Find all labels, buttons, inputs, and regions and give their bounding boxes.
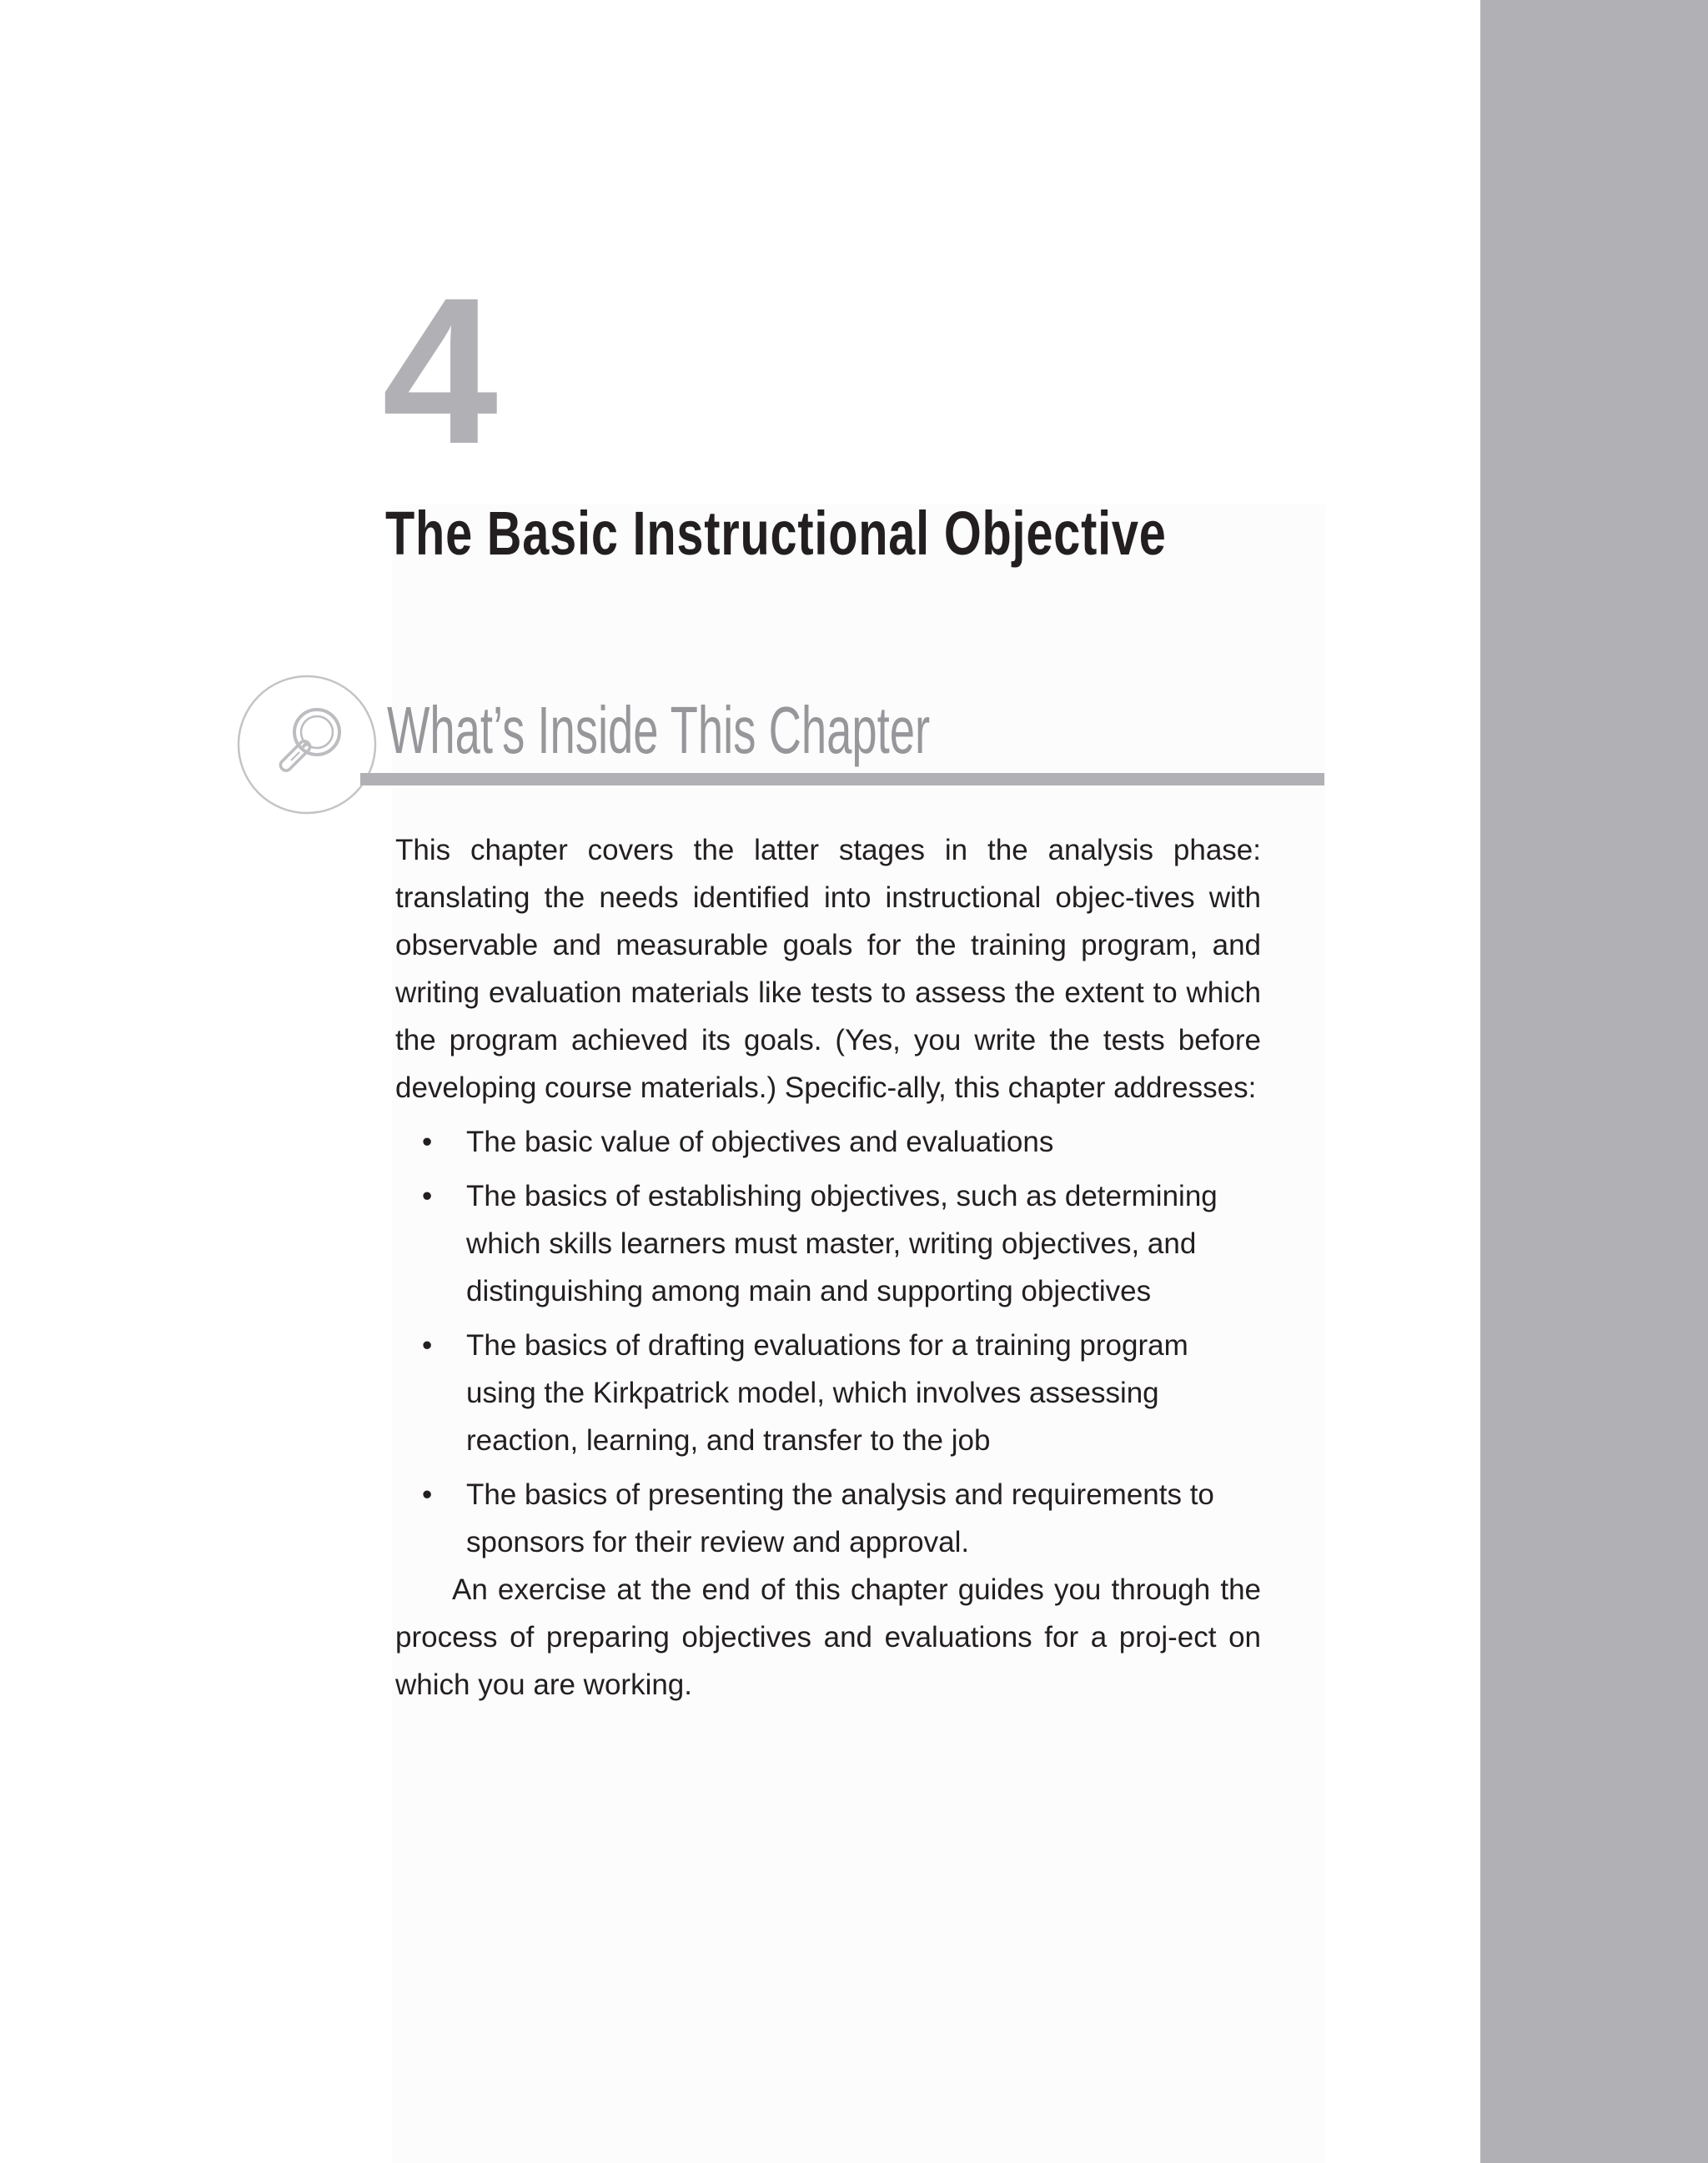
chapter-number: 4 bbox=[382, 254, 499, 487]
list-item bbox=[395, 1471, 1261, 1566]
list-item-text: The basic value of objectives and evaluations bbox=[466, 1126, 1054, 1158]
list-item bbox=[395, 1118, 1261, 1166]
list-item-text: The basics of presenting the analysis and requirements to sponsors for their review and approval. bbox=[466, 1478, 1214, 1558]
heading-rule bbox=[360, 773, 1324, 785]
list-item-text: The basics of drafting evaluations for a training program using the Kirkpatrick model, which involves assessing reaction, learning, and transfer to the job bbox=[466, 1329, 1188, 1457]
bullet-marker: • bbox=[422, 1478, 433, 1511]
list-item-text: The basics of establishing objectives, such as determining which skills learners must master, writing objectives, and distinguishing among main and supporting objectives bbox=[466, 1180, 1218, 1307]
chapter-summary bbox=[395, 826, 1261, 1709]
list-item bbox=[395, 1172, 1261, 1315]
list-item bbox=[395, 1322, 1261, 1464]
inside-chapter-heading: What’s Inside This Chapter bbox=[387, 693, 931, 767]
bullet-marker: • bbox=[422, 1329, 433, 1362]
closing-paragraph: An exercise at the end of this chapter guides you through the process of preparing objectives and evaluations for a proj-ect on which you are working. bbox=[395, 1573, 1261, 1701]
bullet-marker: • bbox=[422, 1126, 433, 1158]
chapter-title: The Basic Instructional Objective bbox=[385, 499, 1167, 568]
topic-list bbox=[395, 1118, 1261, 1566]
page-edge-tab bbox=[1480, 0, 1708, 2163]
bullet-marker: • bbox=[422, 1180, 433, 1212]
intro-paragraph: This chapter covers the latter stages in the analysis phase: translating the needs identified into instructional objec-tives with observable and measurable goals for the training program, and writing evaluation materials like tests to assess the extent to which the program achieved its goals. (Yes, you write the tests before developing course materials.) Specific-ally, this chapter addresses: bbox=[395, 834, 1261, 1104]
magnifying-glass-icon bbox=[236, 674, 378, 816]
